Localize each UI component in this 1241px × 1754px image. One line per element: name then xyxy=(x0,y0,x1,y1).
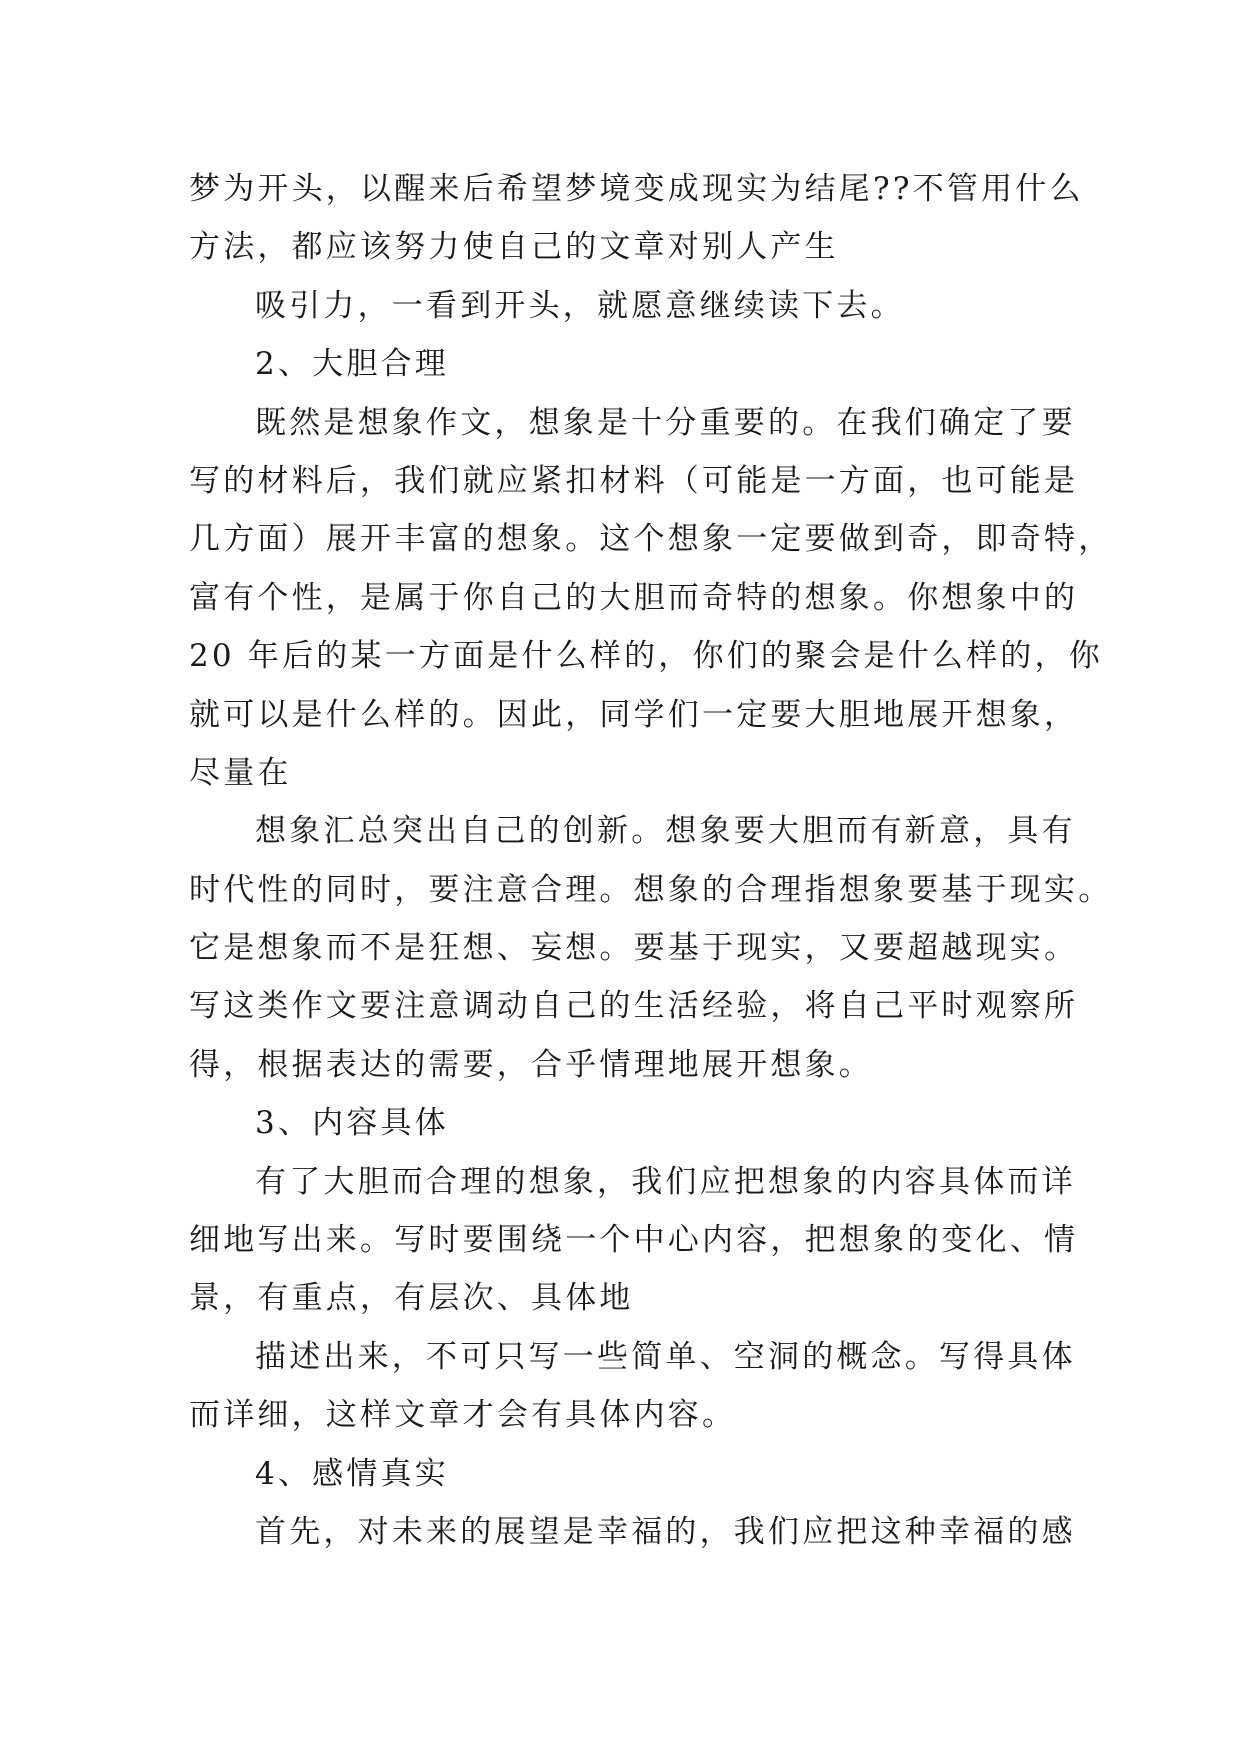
text-line: 吸引力，一看到开头，就愿意继续读下去。 xyxy=(255,287,905,324)
text-line: 时代性的同时，要注意合理。想象的合理指想象要基于现实。 xyxy=(189,871,1113,908)
text-line: 首先，对未来的展望是幸福的，我们应把这种幸福的感 xyxy=(255,1513,1076,1550)
text-line: 3、内容具体 xyxy=(255,1105,449,1142)
text-line: 描述出来，不可只写一些简单、空洞的概念。写得具体 xyxy=(255,1338,1076,1375)
text-line: 20 年后的某一方面是什么样的，你们的聚会是什么样的，你 xyxy=(189,638,1103,675)
text-line: 有了大胆而合理的想象，我们应把想象的内容具体而详 xyxy=(255,1163,1076,1200)
text-line: 几方面）展开丰富的想象。这个想象一定要做到奇，即奇特， xyxy=(189,521,1113,558)
text-line: 既然是想象作文，想象是十分重要的。在我们确定了要 xyxy=(255,404,1076,441)
text-line: 写的材料后，我们就应紧扣材料（可能是一方面，也可能是 xyxy=(189,462,1079,499)
text-line: 细地写出来。写时要围绕一个中心内容，把想象的变化、情 xyxy=(189,1222,1079,1259)
document-body xyxy=(189,160,1113,1561)
text-line: 而详细，这样文章才会有具体内容。 xyxy=(189,1397,737,1434)
text-line: 4、感情真实 xyxy=(255,1455,449,1492)
text-line: 得，根据表达的需要，合乎情理地展开想象。 xyxy=(189,1046,873,1083)
text-line: 富有个性，是属于你自己的大胆而奇特的想象。你想象中的 xyxy=(189,579,1079,616)
text-line: 尽量在 xyxy=(189,754,292,791)
text-line: 2、大胆合理 xyxy=(255,346,449,383)
text-line: 就可以是什么样的。因此，同学们一定要大胆地展开想象， xyxy=(189,696,1079,733)
text-line: 梦为开头，以醒来后希望梦境变成现实为结尾??不管用什么 xyxy=(189,171,1084,207)
text-line: 方法，都应该努力使自己的文章对别人产生 xyxy=(189,229,839,266)
text-line: 它是想象而不是狂想、妄想。要基于现实，又要超越现实。 xyxy=(189,930,1079,967)
text-line: 想象汇总突出自己的创新。想象要大胆而有新意，具有 xyxy=(255,813,1076,850)
text-line: 写这类作文要注意调动自己的生活经验，将自己平时观察所 xyxy=(189,988,1079,1025)
text-line: 景，有重点，有层次、具体地 xyxy=(189,1280,634,1317)
